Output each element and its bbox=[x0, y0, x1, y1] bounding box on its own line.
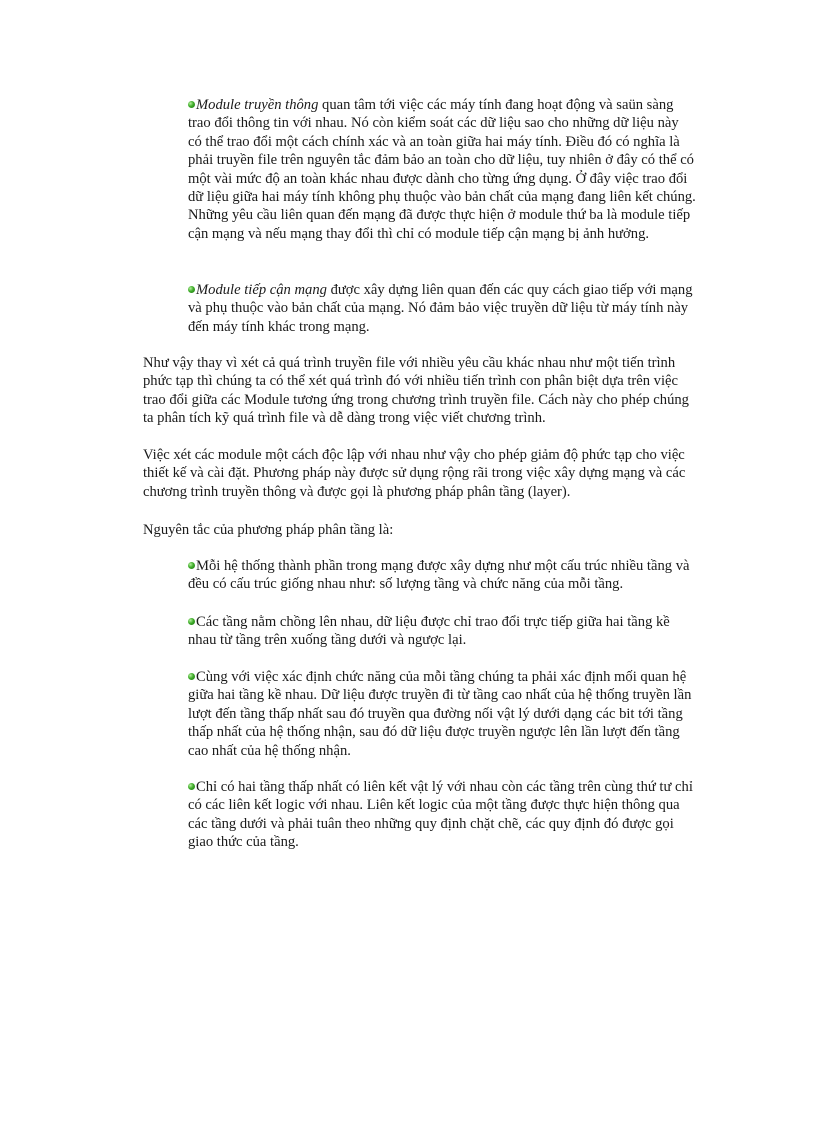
bullet-item bbox=[188, 613, 696, 650]
bullet-text: Mỗi hệ thống thành phần trong mạng được xây dựng như một cấu trúc nhiều tầng và đều có cấu trúc giống nhau như: số lượng tầng và chức năng của mỗi tầng. bbox=[188, 558, 690, 593]
bullet-item-module-network-access bbox=[188, 281, 696, 336]
bullet-text: quan tâm tới việc các máy tính đang hoạt động và saün sàng trao đổi thông tin với nhau. Nó còn kiểm soát các dữ liệu sao cho những dữ liệu này có thể trao đổi một cách chính xác và an toàn giữa hai máy tính. Điều đó có nghĩa là phải truyền file trên nguyên tắc đảm bảo an toàn cho dữ liệu, tuy nhiên ở đây có thể có một vài mức độ an toàn khác nhau được dành cho từng ứng dụng. Ở đây việc trao đổi dữ liệu giữa hai máy tính không phụ thuộc vào bản chất của mạng đang liên kết chúng. Những yêu cầu liên quan đến mạng đã được thực hiện ở module thứ ba là module tiếp cận mạng và nếu mạng thay đổi thì chỉ có module tiếp cận mạng bị ảnh hưởng. bbox=[188, 97, 696, 242]
bullet-item-module-communication bbox=[188, 96, 696, 243]
bullet-lead: Module tiếp cận mạng bbox=[196, 282, 327, 298]
bullet-item bbox=[188, 778, 696, 852]
body-paragraph: Việc xét các module một cách độc lập với nhau như vậy cho phép giảm độ phức tạp cho việc thiết kế và cài đặt. Phương pháp này được sử dụng rộng rãi trong việc xây dựng mạng và các chương trình truyền thông và được gọi là phương pháp phân tầng (layer). bbox=[143, 447, 686, 500]
green-bullet-icon bbox=[188, 673, 195, 680]
green-bullet-icon bbox=[188, 783, 195, 790]
body-paragraph: Như vậy thay vì xét cả quá trình truyền file với nhiều yêu cầu khác nhau như một tiến trình phức tạp thì chúng ta có thể xét quá trình đó với nhiều tiến trình con phân biệt dựa trên việc trao đổi giữa các Module tương ứng trong chương trình truyền file. Cách này cho phép chúng ta phân tích kỹ quá trình file và dễ dàng trong việc viết chương trình. bbox=[143, 355, 689, 427]
bullet-text: Cùng với việc xác định chức năng của mỗi tầng chúng ta phải xác định mối quan hệ giữa hai tầng kề nhau. Dữ liệu được truyền đi từ tầng cao nhất của hệ thống truyền lần lượt đến tầng thấp nhất sau đó truyền qua đường nối vật lý dưới dạng các bit tới tầng thấp nhất của hệ thống nhận, sau đó dữ liệu được truyền ngược lên lần lượt đến tầng cao nhất của hệ thống nhận. bbox=[188, 669, 692, 759]
bullet-text: Chỉ có hai tầng thấp nhất có liên kết vật lý với nhau còn các tầng trên cùng thứ tư chỉ có các liên kết logic với nhau. Liên kết logic của một tầng được thực hiện thông qua các tầng dưới và phải tuân theo những quy định chặt chẽ, các quy định đó được gọi giao thức của tầng. bbox=[188, 779, 693, 851]
bullet-item bbox=[188, 557, 696, 594]
bullet-text: Các tầng nằm chồng lên nhau, dữ liệu được chỉ trao đổi trực tiếp giữa hai tầng kề nhau từ tầng trên xuống tầng dưới và ngược lại. bbox=[188, 614, 670, 649]
bullet-text: được xây dựng liên quan đến các quy cách giao tiếp với mạng và phụ thuộc vào bản chất của mạng. Nó đảm bảo việc truyền dữ liệu từ máy tính này đến máy tính khác trong mạng. bbox=[188, 282, 693, 335]
green-bullet-icon bbox=[188, 286, 195, 293]
body-paragraph: Nguyên tắc của phương pháp phân tầng là: bbox=[143, 522, 394, 538]
bullet-item bbox=[188, 668, 696, 760]
green-bullet-icon bbox=[188, 562, 195, 569]
bullet-lead: Module truyền thông bbox=[196, 97, 319, 113]
green-bullet-icon bbox=[188, 618, 195, 625]
green-bullet-icon bbox=[188, 101, 195, 108]
